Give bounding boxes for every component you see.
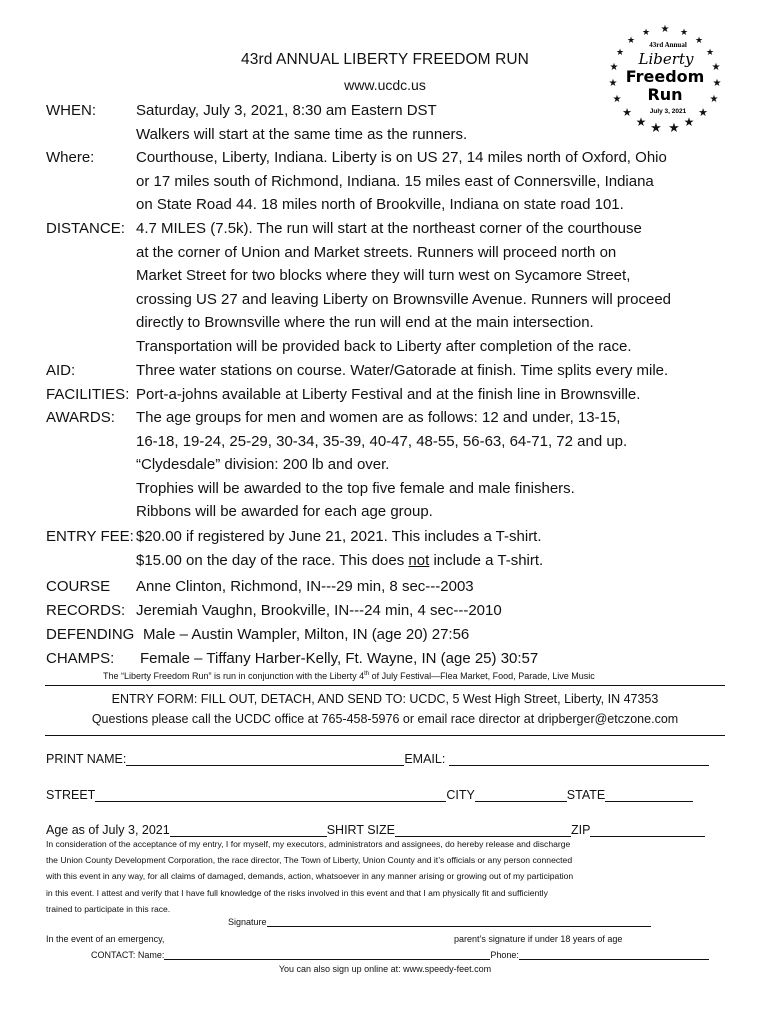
waiver-line: trained to participate in this race. (46, 903, 171, 914)
svg-text:★: ★ (609, 62, 619, 73)
where-line: Courthouse, Liberty, Indiana. Liberty is on US 27, 14 miles north of Oxford, Ohio (136, 149, 667, 166)
state-field[interactable] (605, 789, 693, 802)
festival-note-sup: th (364, 671, 370, 677)
when-line: Walkers will start at the same time as the runners. (136, 125, 468, 143)
svg-text:★: ★ (660, 24, 670, 35)
email-label: EMAIL: (404, 752, 446, 766)
svg-text:★: ★ (709, 94, 719, 105)
svg-text:★: ★ (698, 107, 708, 119)
awards-label: AWARDS: (46, 409, 115, 426)
shirt-size-label: SHIRT SIZE (326, 823, 396, 837)
page-title: 43rd ANNUAL LIBERTY FREEDOM RUN (241, 51, 529, 68)
distance-line: crossing US 27 and leaving Liberty on Brownsville Avenue. Runners will proceed (136, 290, 672, 308)
phone-field[interactable] (519, 950, 709, 960)
logo-top-text: 43rd Annual (649, 41, 687, 49)
awards-line: “Clydesdale” division: 200 lb and over. (136, 456, 390, 474)
signature-row (228, 913, 658, 927)
city-field[interactable] (475, 789, 567, 802)
record-line: Anne Clinton, Richmond, IN---29 min, 8 sec---2003 (136, 578, 474, 595)
signature-label: Signature (228, 917, 267, 927)
where-line: on State Road 44. 18 miles north of Brookville, Indiana on state road 101. (136, 196, 624, 214)
awards-line: 16-18, 19-24, 25-29, 30-34, 35-39, 40-47, 48-55, 56-63, 64-71, 72 and up. (136, 432, 628, 450)
svg-text:★: ★ (615, 47, 625, 57)
divider (45, 685, 725, 686)
svg-text:★: ★ (694, 35, 704, 45)
phone-label: Phone: (490, 950, 519, 960)
champ-female: Female – Tiffany Harber-Kelly, Ft. Wayne, IN (age 25) 30:57 (140, 649, 539, 667)
entry-fee-line (136, 549, 543, 573)
festival-note (103, 671, 595, 681)
contact-row (91, 946, 717, 960)
waiver-line: with this event in any way, for all claims of damaged, demands, action, whatsoever in any manner arising or growing out of my participation (46, 871, 574, 882)
svg-text:★: ★ (641, 27, 651, 37)
facilities-text: Port-a-johns available at Liberty Festival and at the finish line in Brownsville. (136, 386, 641, 403)
emergency-label: In the event of an emergency, (46, 934, 165, 944)
awards-line: Ribbons will be awarded for each age group. (136, 503, 433, 521)
street-field[interactable] (95, 789, 446, 802)
contact-name-label: CONTACT: Name: (91, 950, 165, 960)
when-label: WHEN: (46, 102, 96, 119)
waiver-line: the Union County Development Corporation, the race director, The Town of Liberty, Union County and it’s officials or any person connected (46, 855, 573, 866)
state-label: STATE (566, 788, 606, 802)
record-line: Jeremiah Vaughn, Brookville, IN---24 min, 4 sec---2010 (136, 601, 502, 619)
facilities-label: FACILITIES: (46, 386, 130, 403)
logo-main-text-1: Freedom (625, 67, 705, 86)
svg-text:★: ★ (626, 35, 636, 45)
svg-text:★: ★ (712, 78, 722, 89)
freedom-run-logo (606, 20, 724, 136)
svg-text:★: ★ (668, 120, 680, 135)
awards-line: The age groups for men and women are as follows: 12 and under, 13-15, (136, 409, 621, 426)
address-row (46, 784, 718, 802)
svg-text:★: ★ (650, 120, 662, 135)
svg-text:★: ★ (608, 78, 618, 89)
entry-fee-emphasis: not (408, 551, 430, 569)
distance-line: Market Street for two blocks where they will turn west on Sycamore Street, (136, 267, 631, 285)
svg-text:★: ★ (683, 115, 695, 129)
champs-label: DEFENDING (46, 626, 135, 643)
entry-fee-label: ENTRY FEE: (46, 528, 134, 545)
parent-signature-note: parent’s signature if under 18 years of age (454, 934, 623, 944)
festival-note-text: The “Liberty Freedom Run” is run in conjunction with the Liberty 4 (103, 671, 365, 681)
svg-text:★: ★ (635, 115, 647, 129)
form-instructions: ENTRY FORM: FILL OUT, DETACH, AND SEND TO: UCDC, 5 West High Street, Liberty, IN 47353 (111, 692, 659, 706)
svg-text:★: ★ (711, 62, 721, 73)
waiver-text (46, 836, 573, 917)
form-questions: Questions please call the UCDC office at 765-458-5976 or email race director at dripberger@etczone.com (91, 712, 679, 726)
festival-note-text: of July Festival—Flea Market, Food, Parade, Live Music (369, 671, 595, 681)
zip-label: ZIP (571, 823, 591, 837)
logo-script-text: Liberty (638, 50, 694, 68)
city-label: CITY (446, 788, 475, 802)
distance-line: at the corner of Union and Market streets. Runners will proceed north on (136, 243, 617, 261)
svg-text:★: ★ (612, 94, 622, 105)
distance-line: Transportation will be provided back to Liberty after completion of the race. (136, 337, 632, 355)
aid-label: AID: (46, 362, 76, 379)
logo-date: July 3, 2021 (649, 108, 687, 115)
signature-field[interactable] (267, 917, 651, 927)
awards-line: Trophies will be awarded to the top five female and male finishers. (136, 479, 575, 497)
email-field[interactable] (449, 753, 709, 766)
print-name-label: PRINT NAME: (46, 752, 127, 766)
where-label: Where: (46, 149, 95, 166)
zip-field[interactable] (590, 824, 705, 837)
entry-fee-line: $20.00 if registered by June 21, 2021. This includes a T-shirt. (136, 528, 542, 545)
when-line: Saturday, July 3, 2021, 8:30 am Eastern DST (136, 102, 437, 119)
age-label: Age as of July 3, 2021 (46, 823, 170, 837)
website-url[interactable]: www.ucdc.us (344, 77, 426, 93)
records-label: RECORDS: (46, 601, 126, 619)
waiver-line: in this event. I attest and verify that I have full knowledge of the risks involved in this event and that I am physically fit and sufficiently (46, 887, 548, 898)
champ-male: Male – Austin Wampler, Milton, IN (age 20) 27:56 (143, 626, 470, 643)
records-label: COURSE (46, 578, 111, 595)
svg-text:★: ★ (705, 47, 715, 57)
where-line: or 17 miles south of Richmond, Indiana. 15 miles east of Connersville, Indiana (136, 172, 654, 190)
entry-fee-text: $15.00 on the day of the race. This does (136, 551, 409, 569)
logo-main-text-2: Run (647, 85, 683, 104)
distance-line: 4.7 MILES (7.5k). The run will start at the northeast corner of the courthouse (136, 220, 642, 237)
street-label: STREET (46, 788, 96, 802)
name-email-row (46, 748, 718, 766)
online-signup-note: You can also sign up online at: www.speedy-feet.com (278, 964, 492, 974)
champs-label: CHAMPS: (46, 649, 115, 667)
svg-text:★: ★ (622, 107, 632, 119)
svg-text:★: ★ (679, 27, 689, 37)
print-name-field[interactable] (126, 753, 404, 766)
aid-text: Three water stations on course. Water/Gatorade at finish. Time splits every mile. (136, 362, 669, 379)
distance-line: directly to Brownsville where the run will end at the main intersection. (136, 314, 594, 332)
contact-name-field[interactable] (164, 950, 490, 960)
entry-fee-text: include a T-shirt. (429, 551, 544, 569)
waiver-line: In consideration of the acceptance of my entry, I for myself, my executors, administrators and assignees, do hereby release and discharge (46, 839, 571, 849)
divider (45, 735, 725, 736)
age-shirt-zip-row (46, 819, 718, 837)
distance-label: DISTANCE: (46, 220, 125, 237)
